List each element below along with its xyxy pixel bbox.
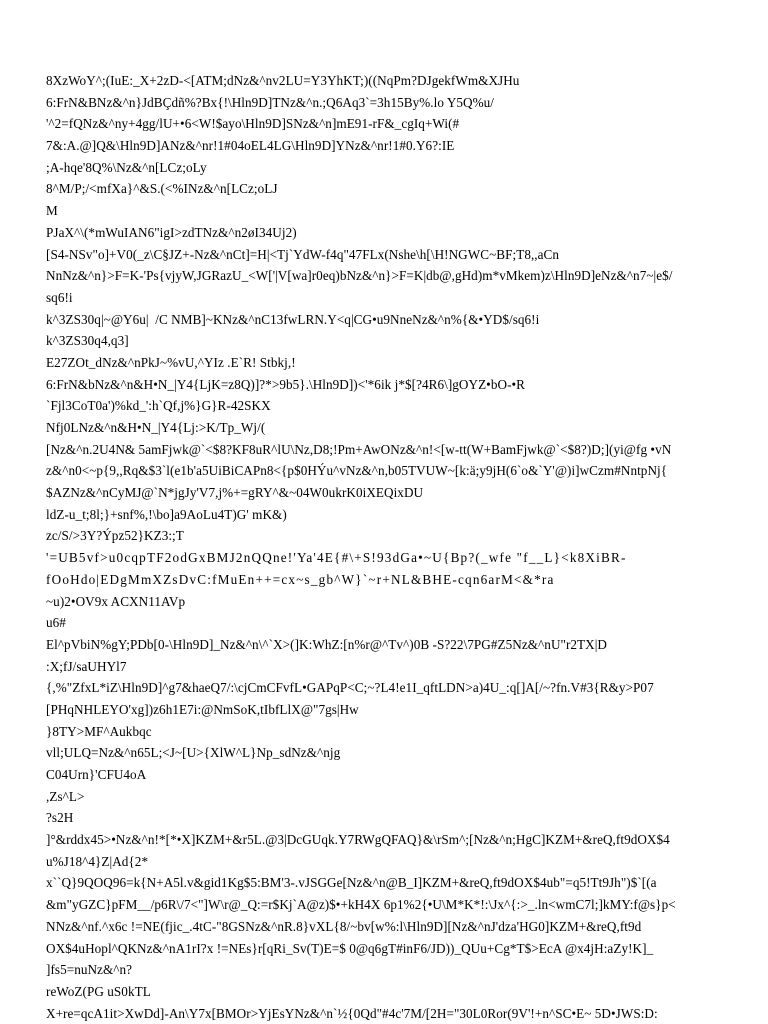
text-line: C04Urn}'CFU4oA xyxy=(46,767,147,782)
text-line: fOoHdo|EDgMmXZsDvC:fMuEn++=cx~s_gb^W}`~r+NL&BHE-cqn6arM<&*ra xyxy=(46,571,555,587)
text-line: NnNz&^n}>F=K-'Ps{vjyW,JGRazU_<W['|V[wa]r0eq)bNz&^n}>F=K|db@,gHd)m*vMkem)z\Hln9D]eNz&^n7~|e$/ xyxy=(46,268,673,284)
text-line: [PHqNHLEYO'xg])z6h1E7i:@NmSoK,tIbfLlX@"7gs|Hw xyxy=(46,701,359,717)
text-line: ?s2H xyxy=(46,810,74,826)
text-line: &m"yGZC}pFM__/p6R\/7<"]W\r@_Q:=r$Kj`A@z)$•+kH4X 6p1%2{•U\M*K*!:\Jx^{:>_.ln<wmC7l;]kMY:f@s}p< xyxy=(46,897,676,913)
text-line: zc/S/>3Y?Ýpz52}KZ3:;T xyxy=(46,528,184,544)
text-line: k^3ZS30q|~@Y6u| /C NMB]~KNz&^nC13fwLRN.Y<q|CG•u9NneNz&^n%{&•YD$/sq6!i xyxy=(46,311,540,327)
text-line: PJaX^\(*mWuIAN6"igI>zdTNz&^n2øI34Uj2) xyxy=(46,224,297,240)
text-line: 8^M/P;/<mfXa}^&S.(<%INz&^n[LCz;oLJ xyxy=(46,181,278,197)
text-line: u%J18^4}Z|Ad{2* xyxy=(46,853,149,869)
text-line: '=UB5vf>u0cqpTF2odGxBMJ2nQQne!'Ya'4E{#\+S!93dGa•~U{Bp?(_wfe "f__L}<k8XiBR- xyxy=(46,550,627,566)
text-line: Nfj0LNz&^n&H•N_|Y4{Lj:>K/Tp_Wj/( xyxy=(46,420,266,435)
text-line: x``Q}9QOQ96=k{N+A5l.v&gid1Kg$5:BM'3-.vJSGGe[Nz&^n@B_I]KZM+&reQ,ft9dOX$4ub"=q5!Tt9Jh")$`[(a xyxy=(46,875,657,891)
text-line: vll;ULQ=Nz&^n65L;<J~[U>{XlW^L}Np_sdNz&^njg xyxy=(46,745,341,761)
text-line: :X;fJ/saUHYl7 xyxy=(46,658,127,674)
text-line: ldZ-u_t;8l;}+snf%,!\bo]a9AoLu4T)G' mK&) xyxy=(46,506,287,522)
text-line: M xyxy=(46,203,58,219)
text-line: reWoZ(PG uS0kTL xyxy=(46,983,151,999)
text-line: ,Zs^L> xyxy=(46,788,85,804)
text-line: '^2=fQNz&^ny+4gg/lU+•6<W!$ayo\Hln9D]SNz&^n]mE91-rF&_cgIq+Wi(# xyxy=(46,116,460,132)
text-line: 7&:A.@]Q&\Hln9D]ANz&^nr!1#04oEL4LG\Hln9D]YNz&^nr!1#0.Y6?:IE xyxy=(46,138,455,154)
text-line: ]fs5=nuNz&^n? xyxy=(46,962,133,978)
text-line: E27ZOt_dNz&^nPkJ~%vU,^YIz .E`R! Stbkj,! xyxy=(46,354,296,370)
text-line: El^pVbiN%gY;PDb[0-\Hln9D]_Nz&^n\^`X>(]K:WhZ:[n%r@^Tv^)0B -S?22\7PG#Z5Nz&^nU"r2TX|D xyxy=(46,636,607,652)
text-line: }8TY>MF^Aukbqc xyxy=(46,723,152,739)
text-line: sq6!i xyxy=(46,289,73,305)
text-line: {,%"ZfxL*iZ\Hln9D]^g7&haeQ7/:\cjCmCFvfL•GAPqP<C;~?L4!e1I_qftLDN>a)4U_:q[]A[/~?fn.V#3{R&y>P07 xyxy=(46,680,654,696)
text-line: k^3ZS30q4,q3] xyxy=(46,333,129,349)
text-line: 8XzWoY^;(IuE:_X+2zD-<[ATM;dNz&^nv2LU=Y3YhKT;)((NqPm?DJgekfWm&XJHu xyxy=(46,73,520,88)
text-line: z&^n0<~p{9,,Rq&$3`l(e1b'a5UiBiCAPn8<{p$0HÝu^vNz&^n,b05TVUW~[k:ä;y9jH(6`o&`Y'@)i]wCzm#NntpNj{ xyxy=(46,463,668,479)
text-line: u6# xyxy=(46,615,66,631)
text-line: `Fjl3CoT0a')%kd_':h`Qf,j%}G}R-42SKX xyxy=(46,398,271,414)
text-line: ~u)2•OV9x ACXN11AVp xyxy=(46,593,186,609)
text-line: 6:FrN&bNz&^n&H•N_|Y4{LjK=z8Q)]?*>9b5}.\Hln9D])<'*6ik j*$[?4R6\]gOYZ•bO-•R xyxy=(46,376,526,392)
text-line: ;A-hqe'8Q%\Nz&^n[LCz;oLy xyxy=(46,159,207,175)
text-line: $AZNz&^nCyMJ@`N*jgJy'V7,j%+=gRY^&~04W0ukrK0iXEQixDU xyxy=(46,485,424,501)
text-line: 6:FrN&BNz&^n}JdBÇdñ%?Bx{!\Hln9D]TNz&^n.;Q6Aq3`=3h15By%.lo Y5Q%u/ xyxy=(46,94,494,110)
text-line: ]°&rddx45>•Nz&^n!*[*•X]KZM+&r5L.@3|DcGUqk.Y7RWgQFAQ}&\rSm^;[Nz&^n;HgC]KZM+&reQ,ft9dOX$4 xyxy=(46,832,670,848)
text-line: OX$4uHopl^QKNz&^nA1rI?x !=NEs}r[qRi_Sv(T)E=$ 0@q6gT#inF6/JD))_QUu+Cg*T$>EcA @x4jH:aZy!K]_ xyxy=(46,940,654,956)
text-line: X+re=qcA1it>XwDd]-An\Y7x[BMOr>YjEsYNz&^n`½{0Qd"#4c'7M/[2H="30L0Ror(9V'!+n^SC•E~ 5D•JWS:D: xyxy=(46,1005,658,1021)
text-line: NNz&^nf.^x6c !=NE(fjic_.4tC-"8GSNz&^nR.8}vXL{8/~bv[w%:l\Hln9D][Nz&^nJ'dza'HG0]KZM+&reQ,ft9d xyxy=(46,918,642,934)
text-line: [Nz&^n.2U4N& 5amFjwk@`<$8?KF8uR^lU\Nz,D8;!Pm+AwONz&^n!<[w-tt(W+BamFjwk@`<$8?)D;](yi@fg •vN xyxy=(46,441,672,457)
text-line: [S4-NSv"o]+V0(_z\C§JZ+-Nz&^nCt]=H|<Tj`YdW-f4q"47FLx(Nshe\h[\H!NGWC~BF;T8,,aCn xyxy=(46,246,560,262)
